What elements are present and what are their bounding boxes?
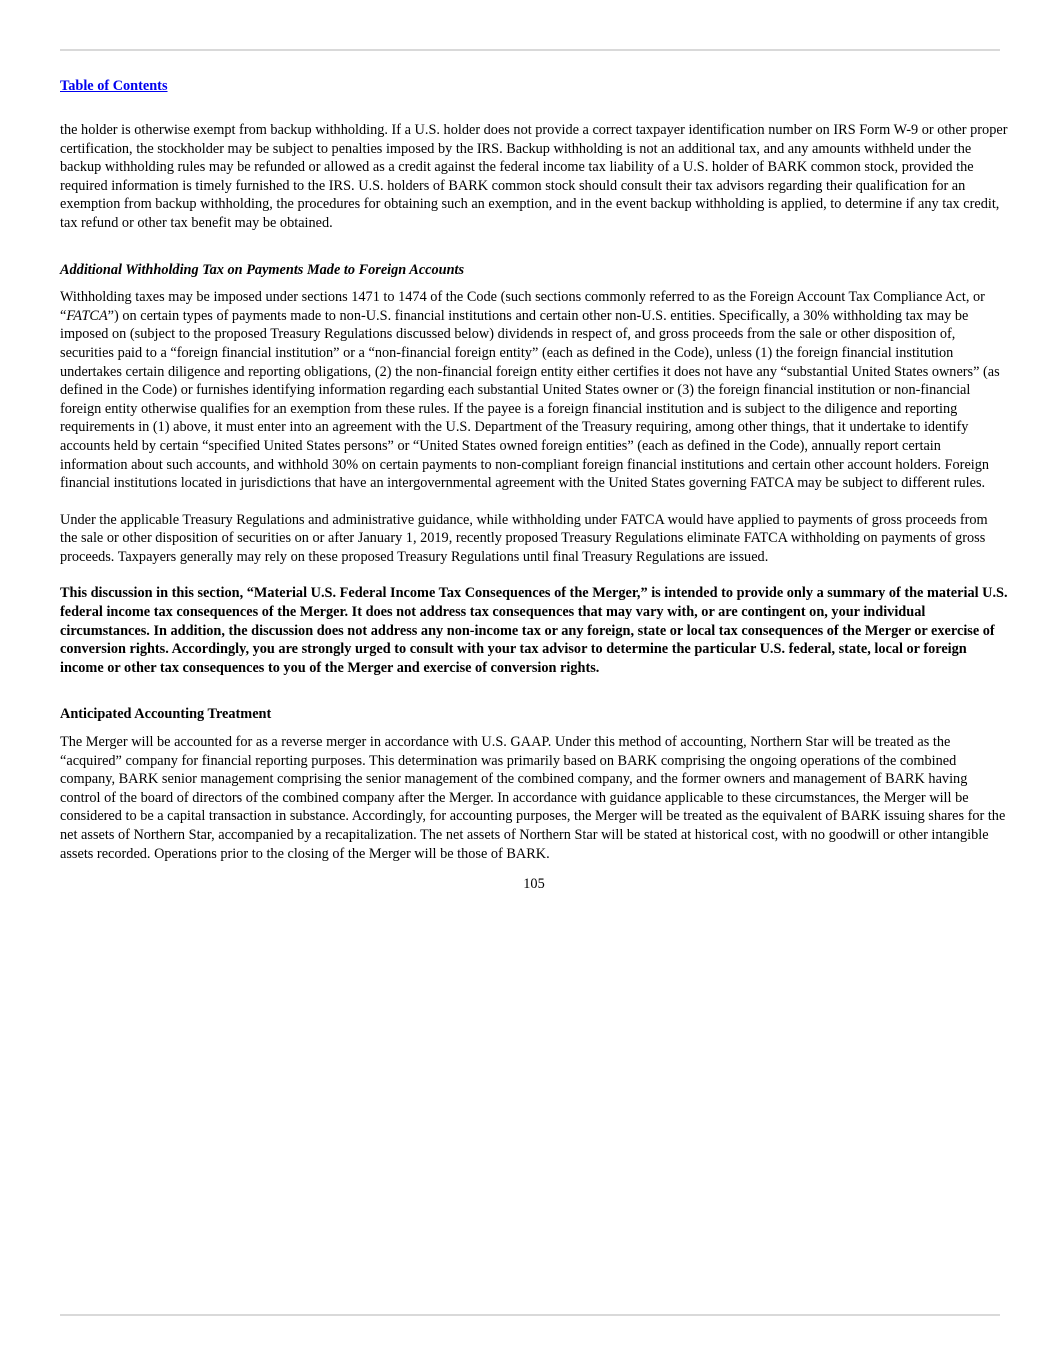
fatca-text-after: ”) on certain types of payments made to non-U.S. financial institutions and certain other non-U.S. entities. Specifically, a 30% withholding tax may be imposed on (subject to the proposed Treasury Regulations discussed below) dividends in respect of, and gross proceeds from the sale or other disposition of, securities paid to a “foreign financial institution” or a “non-financial foreign entity” (each as defined in the Code), unless (1) the foreign financial institution undertakes certain diligence and reporting obligations, (2) the non-financial foreign entity either certifies it does not have any “substantial United States owners” (as defined in the Code) or furnishes identifying information regarding each substantial United States owner or (3) the foreign financial institution or non-financial foreign entity otherwise qualifies for an exemption from these rules. If the payee is a foreign financial institution and is subject to the diligence and reporting requirements in (1) above, it must enter into an agreement with the U.S. Department of the Treasury requiring, among other things, that it undertake to identify accounts held by certain “specified United States persons” or “United States owned foreign entities” (each as defined in the Code), annually report certain information about such accounts, and withhold 30% on certain payments to non-compliant foreign financial institutions and certain other account holders. Foreign financial institutions located in jurisdictions that have an intergovernmental agreement with the United States governing FATCA may be subject to different rules. <box>60 307 1000 492</box>
paragraph-backup-withholding: the holder is otherwise exempt from backup withholding. If a U.S. holder does not provide a correct taxpayer identification number on IRS Form W-9 or other proper certification, the stockholder may be subject to penalties imposed by the IRS. Backup withholding is not an additional tax, and any amounts withheld under the backup withholding rules may be refunded or allowed as a credit against the federal income tax liability of a U.S. holder of BARK common stock, provided the required information is timely furnished to the IRS. U.S. holders of BARK common stock should consult their tax advisors regarding their qualification for an exemption from backup withholding, the procedures for obtaining such an exemption, and in the event backup withholding is applied, to determine if any tax credit, tax refund or other tax benefit may be obtained. <box>60 122 1008 231</box>
page-number: 105 <box>523 876 545 893</box>
heading-accounting-treatment: Anticipated Accounting Treatment <box>60 706 272 723</box>
heading-additional-withholding: Additional Withholding Tax on Payments Made to Foreign Accounts <box>60 261 465 278</box>
table-of-contents-link[interactable]: Table of Contents <box>60 78 168 94</box>
bottom-divider <box>60 1314 1000 1316</box>
document-body <box>60 121 1008 894</box>
fatca-term: FATCA <box>66 307 108 324</box>
fatca-text-before: Withholding taxes may be imposed under sections 1471 to 1474 of the Code (such sections commonly referred to as the Foreign Account Tax Compliance Act, or “ <box>60 289 985 324</box>
paragraph-accounting: The Merger will be accounted for as a reverse merger in accordance with U.S. GAAP. Under this method of accounting, Northern Star will be treated as the “acquired” company for financial reporting purposes. This determination was primarily based on BARK comprising the ongoing operations of the combined company, BARK senior management comprising the senior management of the combined company, and the former owners and management of BARK having control of the board of directors of the combined company after the Merger. In accordance with guidance applicable to these circumstances, the Merger will be considered to be a capital transaction in substance. Accordingly, for accounting purposes, the Merger will be treated as the equivalent of BARK issuing shares for the net assets of Northern Star, accompanied by a recapitalization. The net assets of Northern Star will be stated at historical cost, with no goodwill or other intangible assets recorded. Operations prior to the closing of the Merger will be those of BARK. <box>60 734 1006 862</box>
top-divider <box>60 49 1000 51</box>
paragraph-treasury-regulations: Under the applicable Treasury Regulations and administrative guidance, while withholding under FATCA would have applied to payments of gross proceeds from the sale or other disposition of securities on or after January 1, 2019, recently proposed Treasury Regulations eliminate FATCA withholding on payments of gross proceeds. Taxpayers generally may rely on these proposed Treasury Regulations until final Treasury Regulations are issued. <box>60 511 988 565</box>
paragraph-bold-disclaimer: This discussion in this section, “Material U.S. Federal Income Tax Consequences of the Merger,” is intended to provide only a summary of the material U.S. federal income tax consequences of the Merger. It does not address tax consequences that may vary with, or are contingent on, your individual circumstances. In addition, the discussion does not address any non-income tax or any foreign, state or local tax consequences of the Merger or exercise of conversion rights. Accordingly, you are strongly urged to consult with your tax advisor to determine the particular U.S. federal, state, local or foreign income or other tax consequences to you of the Merger and exercise of conversion rights. <box>60 585 1008 676</box>
paragraph-fatca <box>60 288 1008 493</box>
